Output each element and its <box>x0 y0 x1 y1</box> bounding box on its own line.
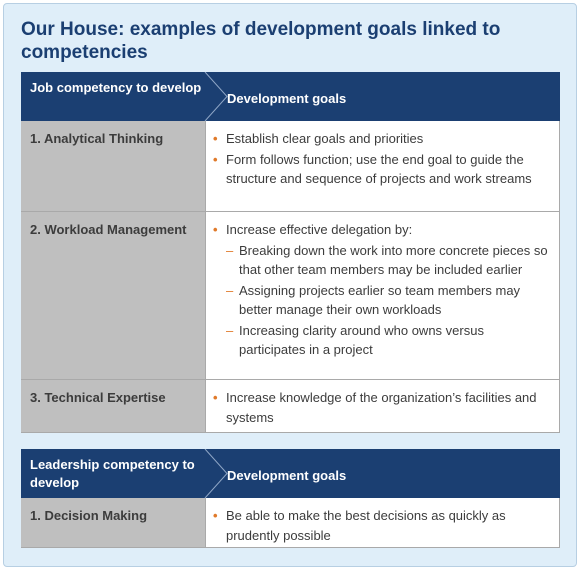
table-header <box>21 449 560 498</box>
competency-cell: 3. Technical Expertise <box>21 380 206 432</box>
chevron-right-icon <box>204 449 228 498</box>
goals-cell <box>206 498 560 547</box>
left-column-header: Leadership competency to develop <box>30 457 195 490</box>
table-row <box>21 121 560 211</box>
list-item: • Increase effective delegation by: <box>206 220 551 240</box>
table-row <box>21 379 560 432</box>
bullet-icon: • <box>213 131 218 146</box>
competency-cell: 2. Workload Management <box>21 212 206 379</box>
right-column-header: Development goals <box>227 91 347 106</box>
competency-cell: 1. Decision Making <box>21 498 206 547</box>
table-header <box>21 72 560 121</box>
dash-icon: – <box>226 322 234 338</box>
bullet-icon: • <box>213 390 218 405</box>
dash-icon: – <box>226 282 234 298</box>
dash-icon: – <box>226 242 234 258</box>
competency-cell: 1. Analytical Thinking <box>21 121 206 211</box>
bullet-icon: • <box>213 222 218 237</box>
chevron-right-icon <box>204 72 228 121</box>
right-column-header: Development goals <box>227 468 347 483</box>
list-item: • Increase knowledge of the organization’s facilities and systems <box>213 390 537 425</box>
list-item: • Establish clear goals and priorities <box>206 129 551 149</box>
sub-list-item: – Breaking down the work into more concrete pieces so that other team members may be included earlier <box>226 242 548 277</box>
table-row <box>21 211 560 379</box>
list-item: • Form follows function; use the end goal to guide the structure and sequence of projects and work streams <box>213 151 532 186</box>
goals-cell <box>206 121 560 211</box>
list-item: • Be able to make the best decisions as quickly as prudently possible <box>213 508 506 543</box>
sub-list-item: – Increasing clarity around who owns versus participates in a project <box>226 322 484 357</box>
table-body <box>21 498 560 547</box>
bullet-icon: • <box>213 508 218 523</box>
table-body <box>21 121 560 432</box>
sub-list-item: – Assigning projects earlier so team members may better manage their own workloads <box>226 282 521 317</box>
goals-cell <box>206 380 560 432</box>
table-row <box>21 498 560 547</box>
goals-cell <box>206 212 560 379</box>
job-competency-table <box>21 72 560 433</box>
leadership-competency-table <box>21 449 560 548</box>
bullet-icon: • <box>213 151 218 167</box>
left-column-header: Job competency to develop <box>30 80 202 95</box>
page-title: Our House: examples of development goals linked to competencies <box>21 19 501 63</box>
